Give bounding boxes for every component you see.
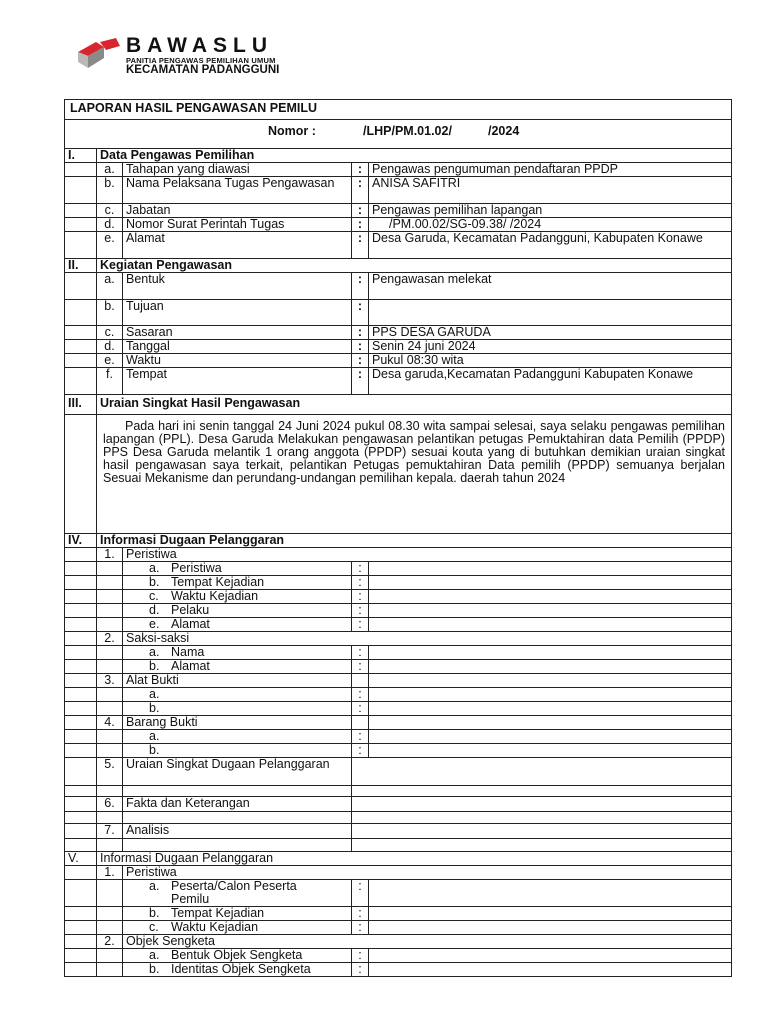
logo-title: BAWASLU: [126, 34, 273, 57]
table-row: 5. Uraian Singkat Dugaan Pelanggaran: [65, 758, 732, 786]
table-row: a. Bentuk : Pengawasan melekat: [65, 273, 732, 300]
table-row: e. Waktu : Pukul 08:30 wita: [65, 354, 732, 368]
report-table: [64, 99, 732, 977]
table-row: b. Nama Pelaksana Tugas Pengawasan : ANISA SAFITRI: [65, 177, 732, 204]
section-number: III.: [65, 395, 97, 415]
table-row: d. Tanggal : Senin 24 juni 2024: [65, 340, 732, 354]
table-row: a. Peristiwa :: [65, 562, 732, 576]
table-row: 4. Barang Bukti: [65, 716, 732, 730]
bawaslu-emblem-icon: [76, 38, 122, 72]
bawaslu-logo: [76, 36, 316, 76]
table-row: e. Alamat : Desa Garuda, Kecamatan Padangguni, Kabupaten Konawe: [65, 232, 732, 259]
table-row: c. Waktu Kejadian :: [65, 590, 732, 604]
table-row: a. Tahapan yang diawasi : Pengawas pengumuman pendaftaran PPDP: [65, 163, 732, 177]
table-row: 6. Fakta dan Keterangan: [65, 797, 732, 812]
section-title: Uraian Singkat Hasil Pengawasan: [97, 395, 732, 415]
table-row: a. :: [65, 688, 732, 702]
section-number: V.: [65, 852, 97, 866]
table-row: a. Nama :: [65, 646, 732, 660]
table-row: b. Identitas Objek Sengketa :: [65, 963, 732, 977]
section-number: II.: [65, 259, 97, 273]
table-row: 2. Objek Sengketa: [65, 935, 732, 949]
table-row: b. Tujuan :: [65, 300, 732, 326]
table-row: 3. Alat Bukti: [65, 674, 732, 688]
section-title: Data Pengawas Pemilihan: [97, 149, 732, 163]
section-number: IV.: [65, 534, 97, 548]
table-row: f. Tempat : Desa garuda,Kecamatan Padangguni Kabupaten Konawe: [65, 368, 732, 395]
table-row: a. Peserta/Calon Peserta Pemilu :: [65, 880, 732, 907]
table-row: 1. Peristiwa: [65, 866, 732, 880]
section-title: Informasi Dugaan Pelanggaran: [97, 534, 732, 548]
table-row: 7. Analisis: [65, 824, 732, 839]
report-title: LAPORAN HASIL PENGAWASAN PEMILU: [65, 100, 732, 120]
table-row: d. Nomor Surat Perintah Tugas : /PM.00.02/SG-09.38/ /2024: [65, 218, 732, 232]
table-row: c. Waktu Kejadian :: [65, 921, 732, 935]
section-number: I.: [65, 149, 97, 163]
table-row: e. Alamat :: [65, 618, 732, 632]
report-number: Nomor : /LHP/PM.01.02/ /2024: [65, 120, 732, 149]
table-row: b. Alamat :: [65, 660, 732, 674]
summary-paragraph: Pada hari ini senin tanggal 24 Juni 2024 pukul 08.30 wita sampai selesai, saya selaku pengawas pemilihan lapangan (PPL). Desa Garuda Melakukan pengawasan pelantikan petugas Pemuktahiran data Pemilih (PPDP) PPS Desa Garuda melantik 1 orang anggota (PPDP) sesuai kouta yang di butuhkan demikian uraian singkat hasil pengawasan saya terkait, pelantikan Petugas pemuktahiran Data pemilih (PPDP) semuanya berjalan Sesuai Mekanisme dan perundang-undangan pemilihan kepala. daerah tahun 2024: [97, 415, 732, 534]
table-row: c. Sasaran : PPS DESA GARUDA: [65, 326, 732, 340]
table-row: 2. Saksi-saksi: [65, 632, 732, 646]
logo-subtitle: PANITIA PENGAWAS PEMILIHAN UMUM: [126, 56, 276, 65]
table-row: b. Tempat Kejadian :: [65, 907, 732, 921]
table-row: d. Pelaku :: [65, 604, 732, 618]
table-row: a. Bentuk Objek Sengketa :: [65, 949, 732, 963]
table-row: a. :: [65, 730, 732, 744]
logo-district: KECAMATAN PADANGGUNI: [126, 64, 280, 76]
table-row: c. Jabatan : Pengawas pemilihan lapangan: [65, 204, 732, 218]
table-row: 1. Peristiwa: [65, 548, 732, 562]
table-row: b. Tempat Kejadian :: [65, 576, 732, 590]
section-title: Kegiatan Pengawasan: [97, 259, 732, 273]
table-row: b. :: [65, 702, 732, 716]
table-row: b. :: [65, 744, 732, 758]
section-title: Informasi Dugaan Pelanggaran: [97, 852, 732, 866]
